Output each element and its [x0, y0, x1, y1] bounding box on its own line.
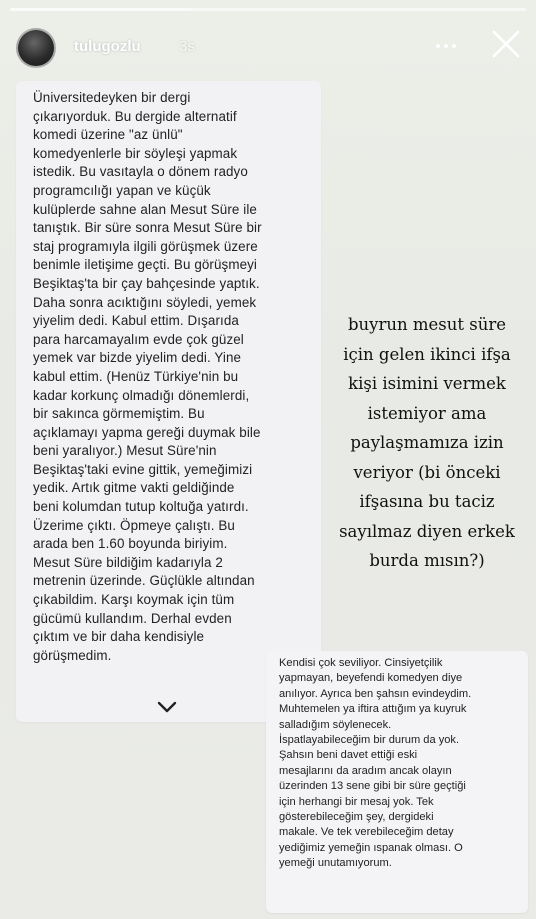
story-progress-fill: [10, 8, 191, 11]
story-caption-text: buyrun mesut süre için gelen ikinci ifşa kişi isimini vermek istemiyor ama paylaşmamıza izin veriyor (bi önceki ifşasına bu taciz sayılmaz diyen erkek burda mısın?): [339, 315, 515, 570]
close-icon[interactable]: [488, 26, 524, 62]
avatar[interactable]: [16, 28, 56, 68]
story-header: [16, 22, 524, 70]
post-time: 3s: [179, 38, 195, 55]
chevron-down-icon[interactable]: [156, 700, 178, 714]
more-dots-icon[interactable]: [434, 36, 458, 56]
right-card-text: Kendisi çok seviliyor. Cinsiyetçilik yapmayan, beyefendi komedyen diye anılıyor. Ayrıca ben şahsın evindeydim. Muhtemelen ya iftira attığım ya kuyruk salladığım söylenecek. İspatlayabileceğim bir durum da yok. Şahsın beni davet ettiği eski mesajlarını da aradım ancak olayın üzerinden 13 sene gibi bir süre geçtiği için herhangi bir mesaj yok. Tek gösterebileceğim şey, dergideki makale. Ve tek verebileceğim detay yediğimiz yemeğin ıspanak olması. O yemeği unutamıyorum.: [279, 657, 472, 870]
story-progress-bar: [10, 8, 526, 11]
username[interactable]: tulugozlu: [74, 38, 141, 55]
left-card-text: Üniversitedeyken bir dergi çıkarıyorduk. Bu dergide alternatif komedi üzerine "az ünlü" komedyenlerle bir söyleşi yapmak istedik. Bu vasıtayla o dönem radyo programcılığı yapan ve küçük kulüplerde sahne alan Mesut Süre ile tanıştık. Bir süre sonra Mesut Süre bir staj programıyla ilgili görüşmek üzere benimle iletişime geçti. Bu görüşmeyi Beşiktaş'ta bir çay bahçesinde yaptık. Daha sonra acıktığını söyledi, yemek yiyelim dedi. Kabul ettim. Dışarıda para harcamayalım evde çok güzel yemek var bizde yiyelim dedi. Yine kabul ettim. (Henüz Türkiye'nin bu kadar korkunç olmadığı dönemlerdi, bir sakınca görmemiştim. Bu açıklamayı yapma gereği duymak bile beni yaralıyor.) Mesut Süre'nin Beşiktaş'taki evine gittik, yemeğimizi yedik. Artık gitme vakti geldiğinde beni kolumdan tutup koltuğa yatırdı. Üzerime çıktı. Öpmeye çalıştı. Bu arada ben 1.60 boyunda biriyim. Mesut Süre bildiğim kadarıyla 2 metrenin üzerinde. Güçlükle altından çıkabildim. Karşı koymak için tüm gücümü kullandım. Derhal evden çıktım ve bir daha kendisiyle görüşmedim.: [33, 90, 262, 663]
